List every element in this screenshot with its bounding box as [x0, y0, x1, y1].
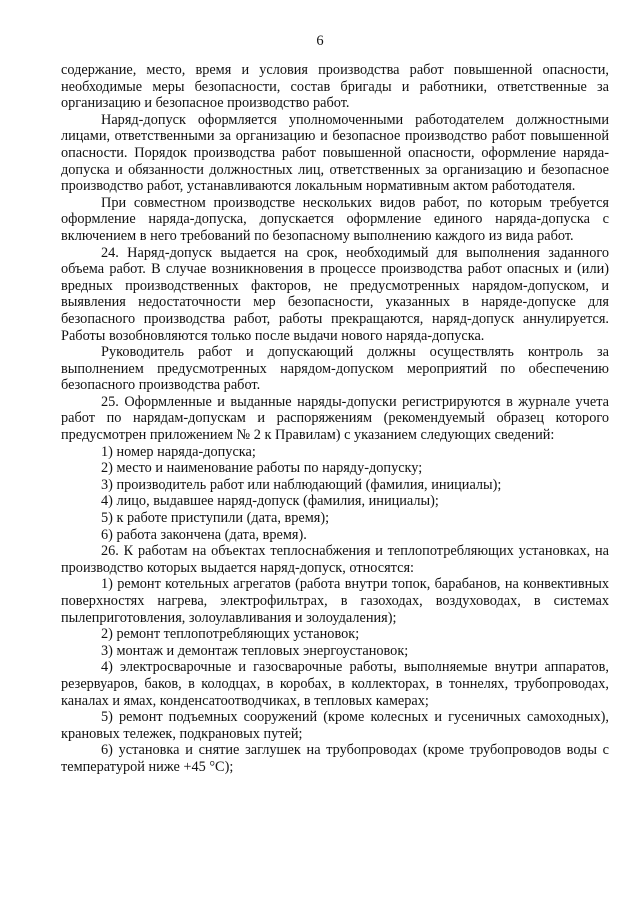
- list-item: 1) номер наряда-допуска;: [101, 443, 256, 460]
- list-item: 2) место и наименование работы по наряду-допуску;: [101, 460, 423, 477]
- paragraph: Наряд-допуск оформляется уполномоченными работодателем должностными лицами, ответственными за организацию и безопасное производство работ повышенной опасности. Порядок производства работ повышенной опасности, оформление наряда-допуска и обязанности должностных лиц, ответственных за организацию и безопасное производство работ, устанавливаются локальным нормативным актом работодателя.: [61, 111, 609, 195]
- paragraph: Руководитель работ и допускающий должны осуществлять контроль за выполнением предусмотренных нарядом-допуском мероприятий по обеспечению безопасного производства работ.: [61, 344, 609, 394]
- list-item: 4) лицо, выдавшее наряд-допуск (фамилия, инициалы);: [101, 493, 439, 510]
- list-item: 6) установка и снятие заглушек на трубопроводах (кроме трубопроводов воды с температурой ниже +45 °C);: [61, 742, 609, 775]
- paragraph: При совместном производстве нескольких видов работ, по которым требуется оформление наряда-допуска, допускается оформление единого наряда-допуска с включением в него требований по безопасному выполнению каждого из вида работ.: [61, 194, 609, 244]
- paragraph-clause-24: 24. Наряд-допуск выдается на срок, необходимый для выполнения заданного объема работ. В случае возникновения в процессе производства работ опасных и (или) вредных производственных факторов, не предусмотренных нарядом-допуском, и выявления недостаточности мер безопасности, указанных в наряде-допуске для безопасного производства работ, работы прекращаются, наряд-допуск аннулируется. Работы возобновляются только после выдачи нового наряда-допуска.: [61, 244, 609, 344]
- list-item: 5) ремонт подъемных сооружений (кроме колесных и гусеничных самоходных), крановых тележек, подкрановых путей;: [61, 709, 609, 742]
- list-item: 1) ремонт котельных агрегатов (работа внутри топок, барабанов, на конвективных поверхностях нагрева, электрофильтрах, в газоходах, воздуховодах, в системах пылеприготовления, золоулавливания и золоудаления);: [61, 576, 609, 626]
- page-number: 6: [316, 33, 324, 49]
- paragraph-clause-26: 26. К работам на объектах теплоснабжения и теплопотребляющих установках, на производство которых выдается наряд-допуск, относятся:: [61, 543, 609, 576]
- paragraph-continuation: содержание, место, время и условия производства работ повышенной опасности, необходимые меры безопасности, состав бригады и работники, ответственные за организацию и безопасное производство работ.: [61, 62, 609, 112]
- list-item: 5) к работе приступили (дата, время);: [101, 510, 330, 527]
- list-item: 3) производитель работ или наблюдающий (фамилия, инициалы);: [101, 476, 502, 493]
- list-item: 3) монтаж и демонтаж тепловых энергоустановок;: [101, 642, 409, 659]
- paragraph-clause-25: 25. Оформленные и выданные наряды-допуски регистрируются в журнале учета работ по нарядам-допускам и распоряжениям (рекомендуемый образец которого предусмотрен приложением № 2 к Правилам) с указанием следующих сведений:: [61, 393, 609, 444]
- list-item: 2) ремонт теплопотребляющих установок;: [101, 626, 360, 643]
- list-item: 6) работа закончена (дата, время).: [101, 526, 307, 543]
- list-item: 4) электросварочные и газосварочные работы, выполняемые внутри аппаратов, резервуаров, баков, в колодцах, в коробах, в коллекторах, в тоннелях, трубопроводах, каналах и ямах, конденсатоотводчиках, в тепловых камерах;: [61, 659, 609, 709]
- document-body: [61, 62, 609, 776]
